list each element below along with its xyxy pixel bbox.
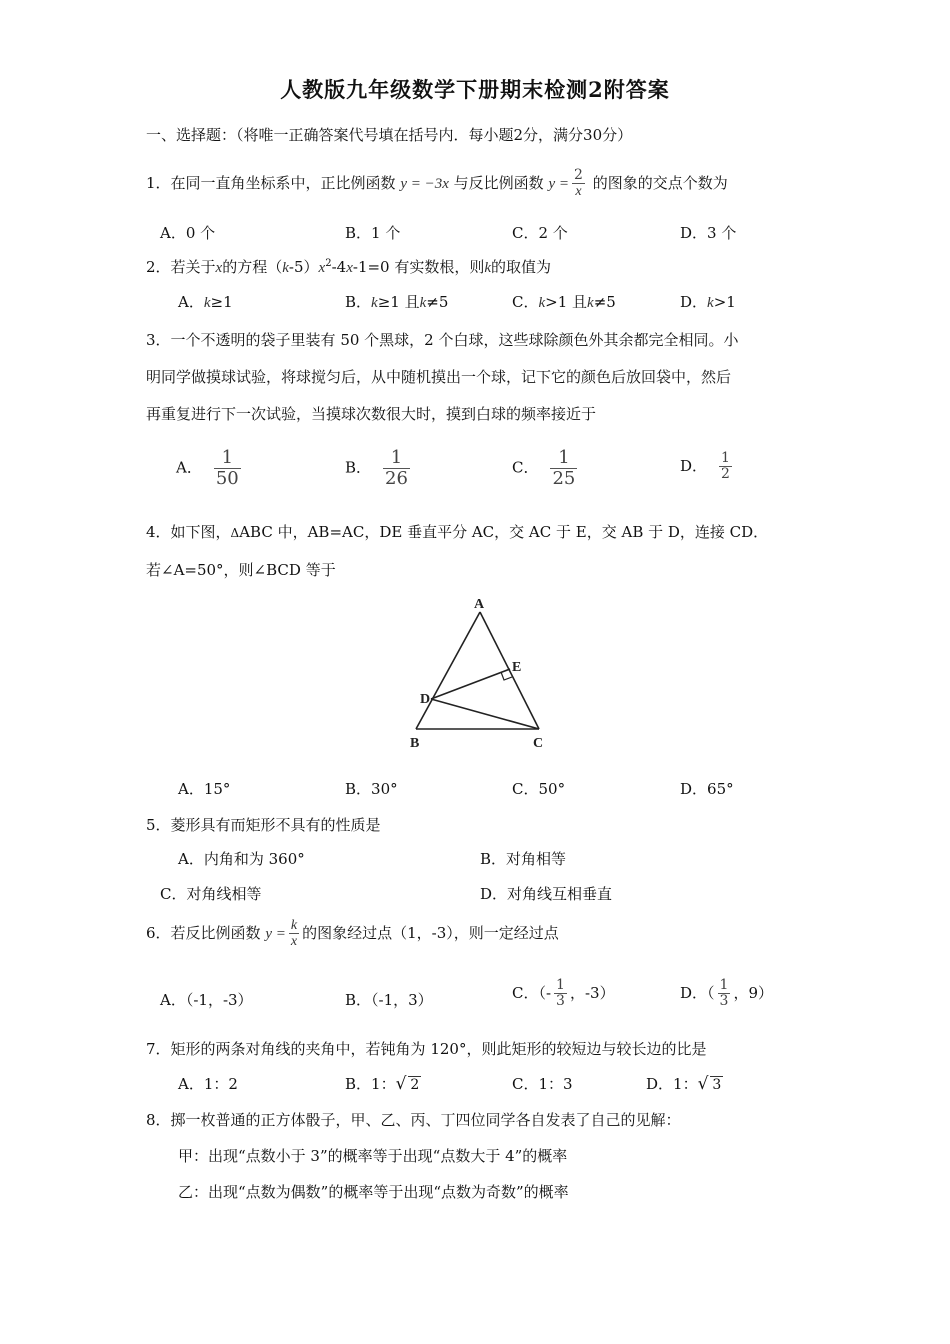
q6-c-den: 3 <box>556 993 565 1010</box>
q2-option-c <box>512 291 616 312</box>
q7-option-a: A．1：2 <box>178 1075 238 1093</box>
vertex-e-label: E <box>512 660 522 675</box>
q2-text-1: 2．若关于 <box>146 258 216 276</box>
q5-option-b: B．对角相等 <box>480 850 567 868</box>
q6-text-2: 的图象经过点（1，-3），则一定经过点 <box>302 923 559 942</box>
vertex-b-label: B <box>410 736 420 751</box>
q7-d-radicand: 3 <box>712 1077 722 1093</box>
q7-option-c: C．1：3 <box>512 1075 573 1093</box>
triangle-figure <box>400 592 560 757</box>
q2-text-3: -5） <box>288 258 319 276</box>
q5-stem: 5．菱形具有而矩形不具有的性质是 <box>146 816 381 834</box>
q6-fraction-den: x <box>290 934 298 950</box>
vertex-c-label: C <box>533 736 544 751</box>
q3-a-num: 1 <box>214 448 241 469</box>
q6-option-b: B．（-1，3） <box>345 991 433 1009</box>
vertex-a-label: A <box>474 597 485 612</box>
q6-text-1: 6．若反比例函数 <box>146 923 261 942</box>
q2-var-k: k <box>282 260 289 276</box>
q3-d-fraction <box>719 451 732 483</box>
q6-formula-lhs: y = <box>265 925 286 942</box>
q1-fraction-den: x <box>575 184 582 200</box>
q1-text-3: 的图象的交点个数为 <box>592 173 728 192</box>
q2-var-x: x <box>215 260 223 276</box>
q4-line-2: 若∠A=50°，则∠BCD 等于 <box>146 561 336 579</box>
q1-fraction-num: 2 <box>574 167 583 183</box>
q6-c-num: 1 <box>556 977 565 993</box>
q7-stem: 7．矩形的两条对角线的夹角中，若钝角为 120°，则此矩形的较短边与较长边的比是 <box>146 1040 707 1058</box>
side-ab <box>416 612 480 729</box>
q3-d-den: 2 <box>721 466 730 483</box>
q6-d-num: 1 <box>719 977 729 993</box>
q4-option-a: A．15° <box>178 780 231 798</box>
sqrt-icon: √ <box>395 1074 407 1094</box>
q2-b-mid: ≥1 且 <box>377 293 420 311</box>
q6-fraction <box>289 918 299 950</box>
q6-option-d <box>680 978 773 1010</box>
q1-text-2: 与反比例函数 <box>453 173 544 192</box>
q1-fraction <box>572 168 585 200</box>
q3-c-num: 1 <box>550 448 577 469</box>
q7-b-label: B．1： <box>345 1075 396 1093</box>
q3-c-fraction <box>550 448 577 489</box>
q5-option-d: D．对角线互相垂直 <box>480 885 613 903</box>
q3-c-label: C． <box>512 458 539 477</box>
q2-b-k: k <box>371 295 378 311</box>
q2-option-b <box>345 291 448 312</box>
triangle-symbol: Δ <box>230 526 240 540</box>
q2-d-rest: >1 <box>713 293 736 311</box>
q2-var-k2: k <box>484 260 492 276</box>
q1-formula-lhs: y = <box>548 175 569 192</box>
q3-option-d <box>680 451 735 483</box>
q6-c-fraction <box>554 978 567 1010</box>
question-1-stem <box>146 168 728 200</box>
vertex-d-label: D <box>420 692 431 707</box>
q6-c-label: C．（- <box>512 983 552 1002</box>
sqrt-icon: √ <box>697 1074 709 1094</box>
section-heading: 一、选择题：（将唯一正确答案代号填在括号内．每小题2分，满分30分） <box>146 126 633 144</box>
q3-b-fraction <box>383 448 410 489</box>
q6-d-rest: ，9） <box>733 983 773 1002</box>
q2-text-5: -1=0 有实数根，则 <box>352 258 485 276</box>
q2-b-rest: ≠5 <box>426 293 449 311</box>
q2-text-4: -4 <box>331 258 347 276</box>
q2-exponent: 2 <box>325 258 332 269</box>
q2-c-k: k <box>538 295 546 311</box>
q2-c-mid: >1 且 <box>545 293 588 311</box>
q2-var-x3: x <box>346 260 353 276</box>
q1-text-1: 1．在同一直角坐标系中，正比例函数 <box>146 173 396 192</box>
q3-a-fraction <box>214 448 241 489</box>
q4-text-1: 4．如下图， <box>146 523 231 541</box>
q7-b-radicand: 2 <box>410 1077 420 1093</box>
q3-option-a <box>176 448 244 489</box>
q2-a-k: k <box>203 295 211 311</box>
q3-d-num: 1 <box>721 450 730 466</box>
page-title: 人教版九年级数学下册期末检测2附答案 <box>280 77 670 102</box>
q2-b-label: B． <box>345 293 372 311</box>
segment-dc <box>431 699 539 729</box>
q3-a-den: 50 <box>215 467 239 489</box>
q2-b-k2: k <box>419 295 427 311</box>
q6-d-label: D．（ <box>680 983 715 1002</box>
q3-line-2: 明同学做摸球试验，将球搅匀后，从中随机摸出一个球，记下它的颜色后放回袋中，然后 <box>146 368 732 386</box>
q4-option-d: D．65° <box>680 780 734 798</box>
side-ac <box>480 612 539 729</box>
q7-d-label: D．1： <box>646 1075 698 1093</box>
q2-d-label: D． <box>680 293 708 311</box>
q8-stem: 8．掷一枚普通的正方体骰子，甲、乙、丙、丁四位同学各自发表了自己的见解： <box>146 1111 681 1129</box>
q1-option-b: B．1 个 <box>345 224 401 242</box>
q4-option-b: B．30° <box>345 780 398 798</box>
q7-option-d <box>646 1073 723 1094</box>
q2-c-k2: k <box>587 295 594 311</box>
q6-d-fraction <box>718 978 731 1010</box>
q2-text-6: 的取值为 <box>491 258 552 276</box>
q3-a-label: A． <box>176 458 202 477</box>
q8-statement-jia: 甲：出现“点数小于 3”的概率等于出现“点数大于 4”的概率 <box>178 1147 568 1165</box>
q1-option-a: A．0 个 <box>160 224 216 242</box>
q3-c-den: 25 <box>552 467 576 489</box>
q6-option-a: A．（-1，-3） <box>160 991 253 1009</box>
q2-c-rest: ≠5 <box>593 293 616 311</box>
q2-a-rest: ≥1 <box>210 293 233 311</box>
q1-option-d: D．3 个 <box>680 224 737 242</box>
q2-a-label: A． <box>178 293 204 311</box>
q2-c-label: C． <box>512 293 539 311</box>
question-2-stem <box>146 256 551 277</box>
q4-option-c: C．50° <box>512 780 566 798</box>
q2-var-x2: x <box>318 260 326 276</box>
q3-b-den: 26 <box>385 467 408 489</box>
q2-d-k: k <box>707 295 714 311</box>
q3-line-1: 3．一个不透明的袋子里装有 50 个黑球，2 个白球，这些球除颜色外其余都完全相同。小 <box>146 331 739 349</box>
q7-option-b <box>345 1073 421 1094</box>
q4-text-2: ABC 中，AB=AC，DE 垂直平分 AC，交 AC 于 E，交 AB 于 D，连接 CD． <box>239 523 769 541</box>
q3-b-label: B． <box>345 458 372 477</box>
q6-d-den: 3 <box>719 993 729 1010</box>
q3-option-b <box>345 448 413 489</box>
q3-b-num: 1 <box>383 448 410 469</box>
q4-line-1 <box>146 521 768 542</box>
q3-option-c <box>512 448 580 489</box>
q5-option-c: C．对角线相等 <box>160 885 262 903</box>
q2-text-2: 的方程（ <box>222 258 283 276</box>
q3-line-3: 再重复进行下一次试验，当摸球次数很大时，摸到白球的频率接近于 <box>146 405 597 423</box>
q3-d-label: D． <box>680 456 708 475</box>
q1-formula-linear: y = −3x <box>400 175 449 192</box>
q2-option-a <box>178 291 233 312</box>
q2-option-d <box>680 291 736 312</box>
q5-option-a: A．内角和为 360° <box>178 850 305 868</box>
q6-c-rest: ，-3） <box>569 983 615 1002</box>
q6-fraction-num: k <box>290 918 298 933</box>
q6-stem <box>146 918 559 950</box>
q6-option-c <box>512 978 615 1010</box>
q8-statement-yi: 乙：出现“点数为偶数”的概率等于出现“点数为奇数”的概率 <box>178 1183 569 1201</box>
q1-option-c: C．2 个 <box>512 224 568 242</box>
segment-de <box>431 669 510 699</box>
